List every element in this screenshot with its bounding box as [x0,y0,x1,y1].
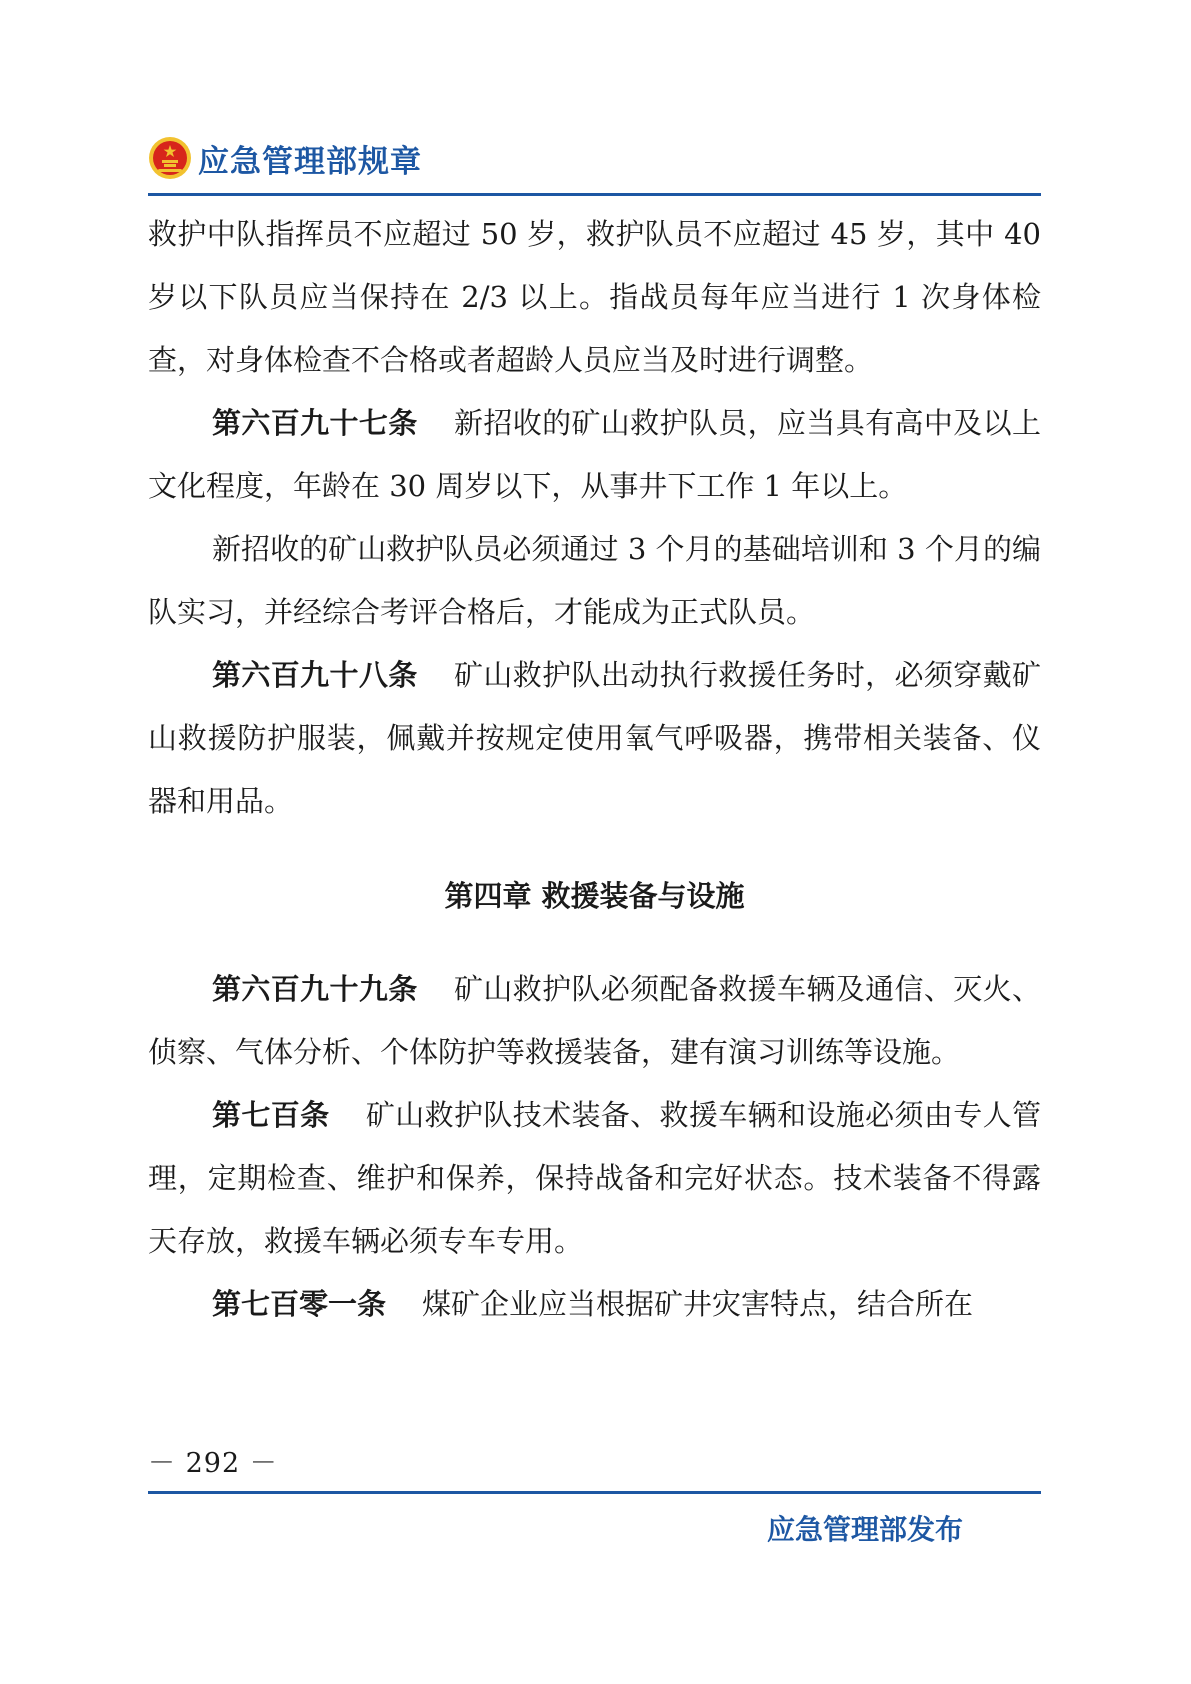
article-697-title: 第六百九十七条 [212,406,418,440]
article-701-title: 第七百零一条 [212,1287,387,1321]
article-700-text: 矿山救护队技术装备、救援车辆和设施必须由专人管理，定期检查、维护和保养，保持战备和完好状态。技术装备不得露天存放，救援车辆必须专车专用。 [148,1098,1041,1258]
article-697-text: 新招收的矿山救护队员，应当具有高中及以上文化程度，年龄在 30 周岁以下，从事井下工作 1 年以上。 [148,406,1041,503]
page-number: － 292 － [148,1448,278,1479]
article-700 [148,1084,1041,1273]
footer-divider [148,1491,1041,1494]
document-body [148,203,1041,1336]
article-697 [148,392,1041,518]
article-697-paragraph-2: 新招收的矿山救护队员必须通过 3 个月的基础培训和 3 个月的编队实习，并经综合考评合格后，才能成为正式队员。 [148,532,1041,629]
header-divider [148,193,1041,196]
article-698 [148,644,1041,833]
paragraph-continued: 救护中队指挥员不应超过 50 岁，救护队员不应超过 45 岁，其中 40 岁以下队员应当保持在 2/3 以上。指战员每年应当进行 1 次身体检查，对身体检查不合格或者超龄人员应当及时进行调整。 [148,217,1041,377]
article-701 [148,1273,1041,1336]
national-emblem-icon [148,136,192,180]
article-698-text: 矿山救护队出动执行救援任务时，必须穿戴矿山救援防护服装，佩戴并按规定使用氧气呼吸器，携带相关装备、仪器和用品。 [148,658,1041,818]
footer-publisher: 应急管理部发布 [767,1513,964,1546]
chapter-heading: 第四章 救援装备与设施 [444,879,745,913]
article-700-title: 第七百条 [212,1098,330,1132]
article-698-title: 第六百九十八条 [212,658,418,692]
article-699-text: 矿山救护队必须配备救援车辆及通信、灭火、侦察、气体分析、个体防护等救援装备，建有演习训练等设施。 [148,972,1041,1069]
article-701-text: 煤矿企业应当根据矿井灾害特点，结合所在 [422,1287,974,1321]
header-title: 应急管理部规章 [198,143,422,180]
article-699 [148,958,1041,1084]
article-699-title: 第六百九十九条 [212,972,418,1006]
page-header [148,128,422,188]
